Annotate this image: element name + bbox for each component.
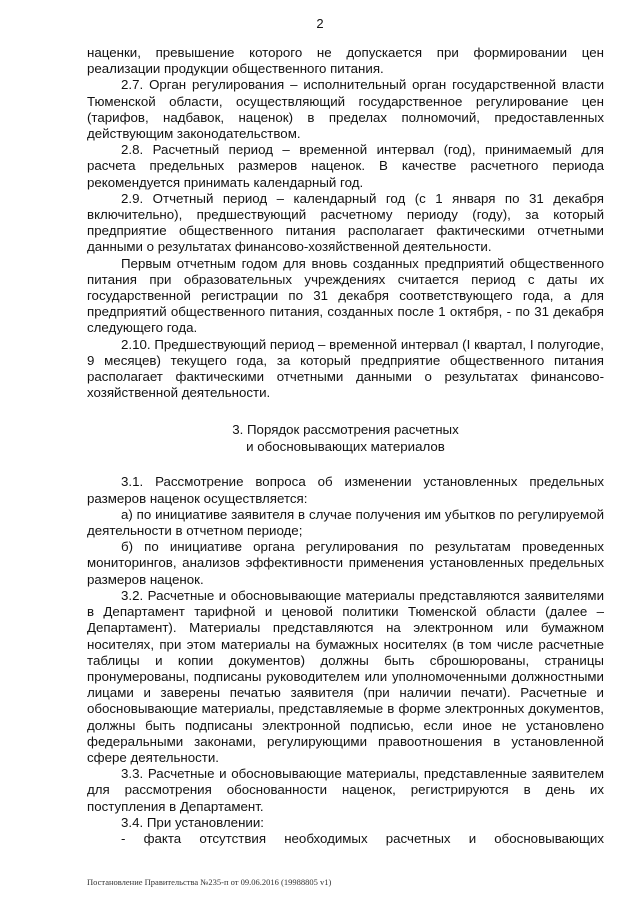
section-3-heading [87,421,604,455]
paragraph-2-9: 2.9. Отчетный период – календарный год (с 1 января по 31 декабря включительно), предшествующий расчетному периоду (году), за который предприятие общественного питания располагает фактическими отчетными данными о результатах финансово-хозяйственной деятельности. [87,190,604,255]
paragraph-continuation: наценки, превышение которого не допускается при формировании цен реализации продукции общественного питания. [87,45,604,77]
paragraph-2-10: 2.10. Предшествующий период – временной интервал (I квартал, I полугодие, 9 месяцев) текущего года, за который предприятие общественного питания располагает фактическими отчетными данными о результатах финансово-хозяйственной деятельности. [87,336,604,401]
paragraph-first-reporting-year: Первым отчетным годом для вновь созданных предприятий общественного питания при образовательных учреждениях считается период с даты их государственной регистрации по 31 декабря соответствующего года, а для предприятий общественного питания, созданных после 1 октября, - по 31 декабря следующего года. [87,255,604,336]
section-heading-line-1: 3. Порядок рассмотрения расчетных [232,422,459,438]
paragraph-3-1-b: б) по инициативе органа регулирования по результатам проведенных мониторингов, анализов эффективности применения установленных предельных размеров наценок. [87,539,604,587]
document-body [87,45,604,847]
paragraph-3-2: 3.2. Расчетные и обосновывающие материалы представляются заявителями в Департамент тарифной и ценовой политики Тюменской области (далее – Департамент). Материалы представляются на электронном или бумажном носителях, при этом материалы на бумажных носителях (в том числе расчетные таблицы и копии документов) должны быть сброшюрованы, страницы пронумерованы, подписаны руководителем или уполномоченными должностными лицами и заверены печатью заявителя (при наличии печати). Расчетные и обосновывающие материалы, представляемые в форме электронных документов, должны быть подписаны электронной подписью, если иное не установлено федеральными законами, регулирующими правоотношения в установленной сфере деятельности. [87,587,604,765]
paragraph-3-3: 3.3. Расчетные и обосновывающие материалы, представленные заявителем для рассмотрения обоснованности наценок, регистрируются в день их поступления в Департамент. [87,766,604,814]
paragraph-2-7: 2.7. Орган регулирования – исполнительный орган государственной власти Тюменской области, осуществляющий государственное регулирование цен (тарифов, надбавок, наценок) в пределах полномочий, предоставленных действующим законодательством. [87,77,604,142]
paragraph-2-8: 2.8. Расчетный период – временной интервал (год), принимаемый для расчета предельных размеров наценок. В качестве расчетного периода рекомендуется принимать календарный год. [87,142,604,190]
document-footer: Постановление Правительства №235-п от 09.06.2016 (19988805 v1) [87,877,332,887]
paragraph-3-1-a: а) по инициативе заявителя в случае получения им убытков по регулируемой деятельности в отчетном периоде; [87,506,604,539]
paragraph-3-4-item: - факта отсутствия необходимых расчетных и обосновывающих [121,830,604,846]
page-number: 2 [316,16,324,31]
paragraph-3-4: 3.4. При установлении: [121,814,264,830]
paragraph-3-1: 3.1. Рассмотрение вопроса об изменении установленных предельных размеров наценок осуществляется: [87,474,604,506]
section-heading-line-2: и обосновывающих материалов [246,439,445,455]
